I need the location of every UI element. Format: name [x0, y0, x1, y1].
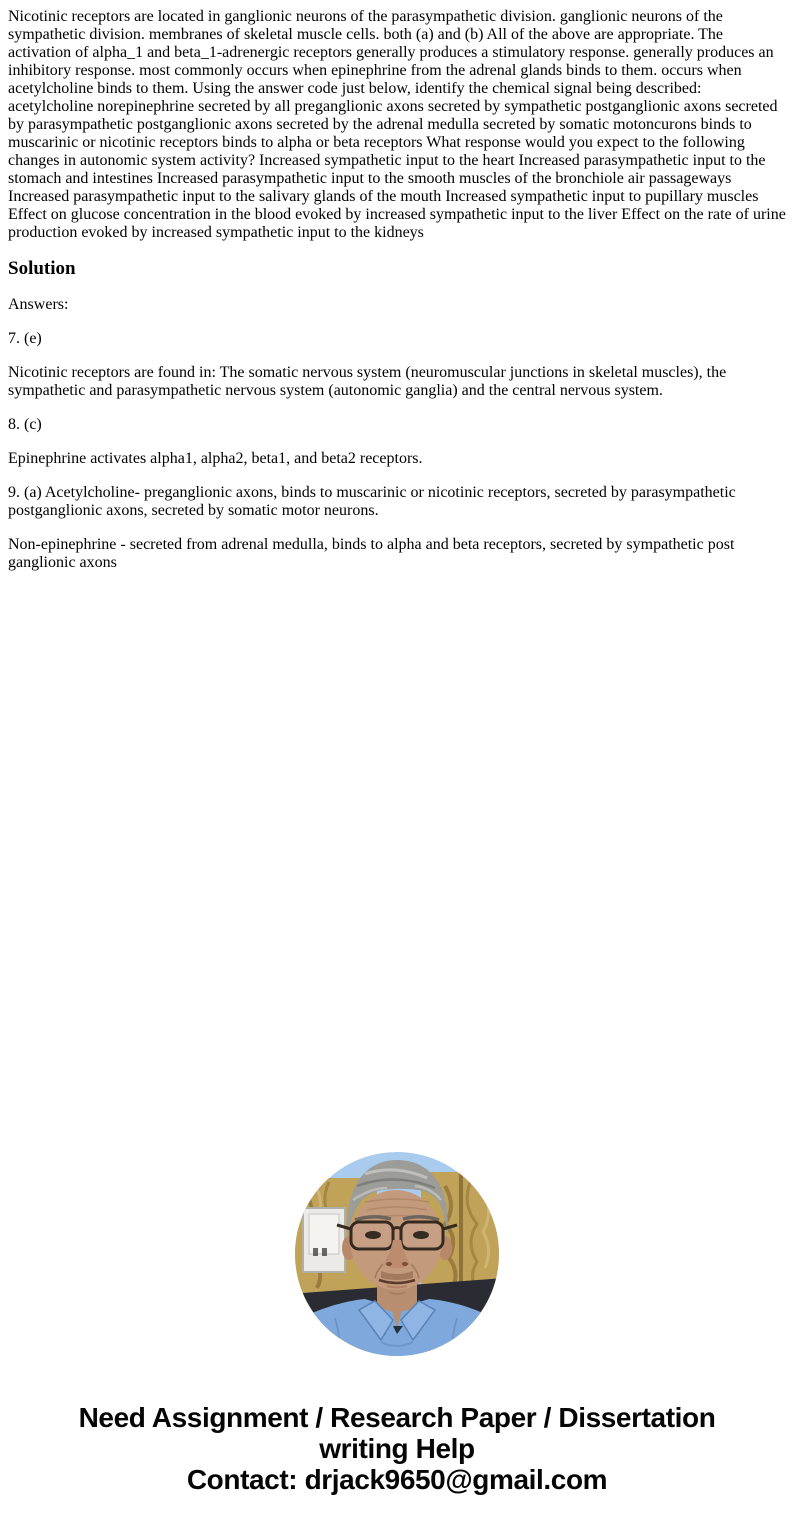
- answer-9-explanation: 9. (a) Acetylcholine- preganglionic axons, binds to muscarinic or nicotinic receptors, secreted by parasympathetic postganglionic axons, secreted by somatic motor neurons.: [8, 484, 736, 519]
- footer-contact-line: Contact: drjack9650@gmail.com: [186, 1464, 608, 1495]
- solution-heading: Solution: [8, 258, 76, 279]
- answer-9-note: Non-epinephrine - secreted from adrenal medulla, binds to alpha and beta receptors, secreted by sympathetic post ganglionic axons: [8, 536, 735, 571]
- answer-8-explanation: Epinephrine activates alpha1, alpha2, beta1, and beta2 receptors.: [8, 450, 423, 467]
- footer-banner: [0, 1402, 794, 1495]
- document-body: [0, 0, 794, 572]
- tutor-avatar-image: [295, 1152, 499, 1356]
- footer-line-2: writing Help: [319, 1433, 475, 1464]
- question-text: Nicotinic receptors are located in ganglionic neurons of the parasympathetic division. ganglionic neurons of the sympathetic division. membranes of skeletal muscle cells. both (a) and (b) All of the above are appropriate. The activation of alpha_1 and beta_1-adrenergic receptors generally produces a stimulatory response. generally produces an inhibitory response. most commonly occurs when epinephrine from the adrenal glands binds to them. occurs when acetylcholine binds to them. Using the answer code just below, identify the chemical signal being described: acetylcholine norepinephrine secreted by all preganglionic axons secreted by sympathetic postganglionic axons secreted by parasympathetic postganglionic axons secreted by the adrenal medulla secreted by somatic motoncurons binds to muscarinic or nicotinic receptors binds to alpha or beta receptors What response would you expect to the following changes in autonomic system activity? Increased sympathetic input to the heart Increased parasympathetic input to the stomach and intestines Increased parasympathetic input to the smooth muscles of the bronchiole air passageways Increased parasympathetic input to the salivary glands of the mouth Increased sympathetic input to pupillary muscles Effect on glucose concentration in the blood evoked by increased sympathetic input to the liver Effect on the rate of urine production evoked by increased sympathetic input to the kidneys: [8, 8, 786, 241]
- footer-line-1: Need Assignment / Research Paper / Dissertation: [78, 1402, 716, 1433]
- tutor-avatar: [295, 1152, 499, 1356]
- answer-7-explanation: Nicotinic receptors are found in: The somatic nervous system (neuromuscular junctions in skeletal muscles), the sympathetic and parasympathetic nervous system (autonomic ganglia) and the central nervous system.: [8, 364, 727, 399]
- answer-8-choice: 8. (c): [8, 416, 42, 433]
- answer-7-choice: 7. (e): [8, 330, 42, 347]
- answers-label: Answers:: [8, 296, 69, 313]
